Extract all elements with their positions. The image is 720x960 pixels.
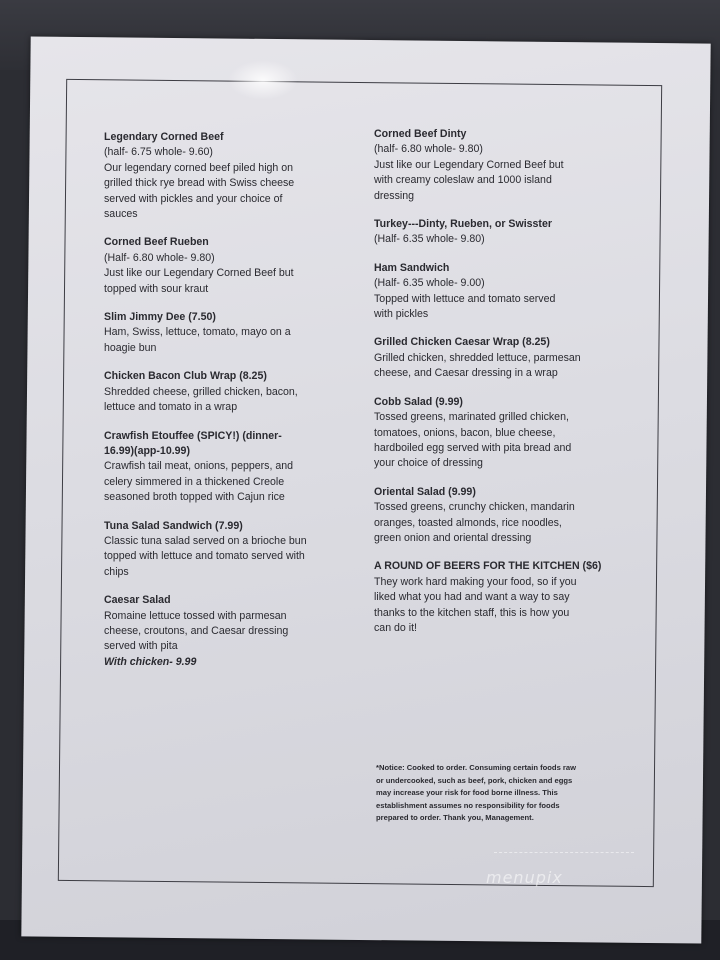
menu-item-description: (half- 6.75 whole- 9.60) xyxy=(104,146,213,159)
menu-item-description: can do it! xyxy=(374,621,417,634)
menu-item-description: topped with lettuce and tomato served with xyxy=(104,550,305,563)
menu-item-description: with creamy coleslaw and 1000 island xyxy=(374,174,552,187)
menu-item-description: thanks to the kitchen staff, this is how you xyxy=(374,606,570,619)
notice-line: establishment assumes no responsibility for foods xyxy=(376,800,560,810)
menu-item-description: They work hard making your food, so if you xyxy=(374,575,577,588)
menu-item-description: dressing xyxy=(374,189,415,202)
menu-item xyxy=(104,429,344,506)
menu-item-description: lettuce and tomato in a wrap xyxy=(104,401,238,414)
menu-item-description: (Half- 6.35 whole- 9.80) xyxy=(374,233,485,246)
menu-item-description: (Half- 6.35 whole- 9.00) xyxy=(374,277,485,290)
menu-item-name: A ROUND OF BEERS FOR THE KITCHEN ($6) xyxy=(374,560,602,573)
menu-item-name: Chicken Bacon Club Wrap (8.25) xyxy=(104,370,267,383)
menu-item-description: tomatoes, onions, bacon, blue cheese, xyxy=(374,426,556,439)
menu-item-description: Tossed greens, crunchy chicken, mandarin xyxy=(374,501,575,514)
menu-item-name: Cobb Salad (9.99) xyxy=(374,395,463,408)
menu-item-description: hoagie bun xyxy=(104,341,157,354)
menu-item-description: Ham, Swiss, lettuce, tomato, mayo on a xyxy=(104,326,291,339)
menu-item-description: Topped with lettuce and tomato served xyxy=(374,292,556,305)
menu-item-description: chips xyxy=(104,565,129,578)
menu-item xyxy=(374,261,614,323)
menu-item xyxy=(104,130,344,222)
menu-item xyxy=(104,235,344,297)
menu-item-name: Corned Beef Dinty xyxy=(374,128,467,140)
menu-item-description: with pickles xyxy=(374,308,429,321)
menu-item xyxy=(104,519,344,581)
menu-column-right xyxy=(374,127,614,649)
menu-item-name: Tuna Salad Sandwich (7.99) xyxy=(104,519,243,532)
notice-line: may increase your risk for food borne illness. This xyxy=(376,788,558,798)
menu-item-description: Tossed greens, marinated grilled chicken, xyxy=(374,411,569,424)
menu-item xyxy=(104,369,344,415)
watermark-rule xyxy=(494,852,634,853)
notice-text xyxy=(376,762,616,825)
watermark-logo: menupix xyxy=(486,868,563,887)
menu-item-description: hardboiled egg served with pita bread and xyxy=(374,441,572,454)
menu-item-name-cont: 16.99)(app-10.99) xyxy=(104,444,190,457)
menu-item xyxy=(374,335,614,381)
menu-item xyxy=(374,559,614,636)
menu-item-description: (half- 6.80 whole- 9.80) xyxy=(374,143,483,156)
menu-item-description: served with pita xyxy=(104,640,178,653)
menu-item-description: celery simmered in a thickened Creole xyxy=(104,475,285,488)
menu-item-description: seasoned broth topped with Cajun rice xyxy=(104,491,285,504)
light-glare xyxy=(228,60,298,100)
menu-item-description: Grilled chicken, shredded lettuce, parmesan xyxy=(374,351,581,364)
menu-item-addon: With chicken- 9.99 xyxy=(104,655,197,668)
menu-item-description: Our legendary corned beef piled high on xyxy=(104,161,294,174)
notice-line: or undercooked, such as beef, pork, chicken and eggs xyxy=(376,775,573,785)
menu-item-name: Ham Sandwich xyxy=(374,261,450,274)
menu-item-description: Classic tuna salad served on a brioche bun xyxy=(104,534,307,547)
notice-line: *Notice: Cooked to order. Consuming certain foods raw xyxy=(376,763,576,772)
menu-item xyxy=(374,217,614,248)
menu-item-description: Just like our Legendary Corned Beef but xyxy=(374,158,564,171)
menu-item xyxy=(104,310,344,356)
menu-item-name: Grilled Chicken Caesar Wrap (8.25) xyxy=(374,336,550,349)
menu-item-name: Caesar Salad xyxy=(104,594,171,607)
menu-item-description: (Half- 6.80 whole- 9.80) xyxy=(104,251,215,264)
menu-item-description: grilled thick rye bread with Swiss cheese xyxy=(104,177,295,190)
menu-item-description: cheese, and Caesar dressing in a wrap xyxy=(374,367,558,380)
menu-item-name: Legendary Corned Beef xyxy=(104,131,224,143)
menu-item-description: cheese, croutons, and Caesar dressing xyxy=(104,624,289,637)
menu-column-left xyxy=(104,130,344,683)
menu-item-name: Turkey---Dinty, Rueben, or Swisster xyxy=(374,218,552,231)
menu-item xyxy=(104,593,344,670)
menu-item-description: Just like our Legendary Corned Beef but xyxy=(104,267,294,280)
menu-item-name: Oriental Salad (9.99) xyxy=(374,485,476,498)
menu-item-description: Shredded cheese, grilled chicken, bacon, xyxy=(104,385,298,398)
menu-item-description: served with pickles and your choice of xyxy=(104,192,283,205)
menu-item-description: Romaine lettuce tossed with parmesan xyxy=(104,609,287,622)
menu-item-description: liked what you had and want a way to say xyxy=(374,591,570,604)
menu-item-description: topped with sour kraut xyxy=(104,282,209,295)
notice-line: prepared to order. Thank you, Management. xyxy=(376,813,534,823)
menu-item-name: Corned Beef Rueben xyxy=(104,236,209,249)
menu-item-description: oranges, toasted almonds, rice noodles, xyxy=(374,516,562,529)
menu-item-name: Crawfish Etouffee (SPICY!) (dinner- xyxy=(104,429,282,442)
menu-item xyxy=(374,395,614,472)
menu-item-description: your choice of dressing xyxy=(374,457,483,470)
menu-item xyxy=(374,127,614,204)
menu-item xyxy=(374,485,614,547)
menu-item-description: Crawfish tail meat, onions, peppers, and xyxy=(104,460,294,473)
menu-item-description: green onion and oriental dressing xyxy=(374,531,532,544)
menu-item-description: sauces xyxy=(104,208,138,221)
menu-item-name: Slim Jimmy Dee (7.50) xyxy=(104,311,216,324)
